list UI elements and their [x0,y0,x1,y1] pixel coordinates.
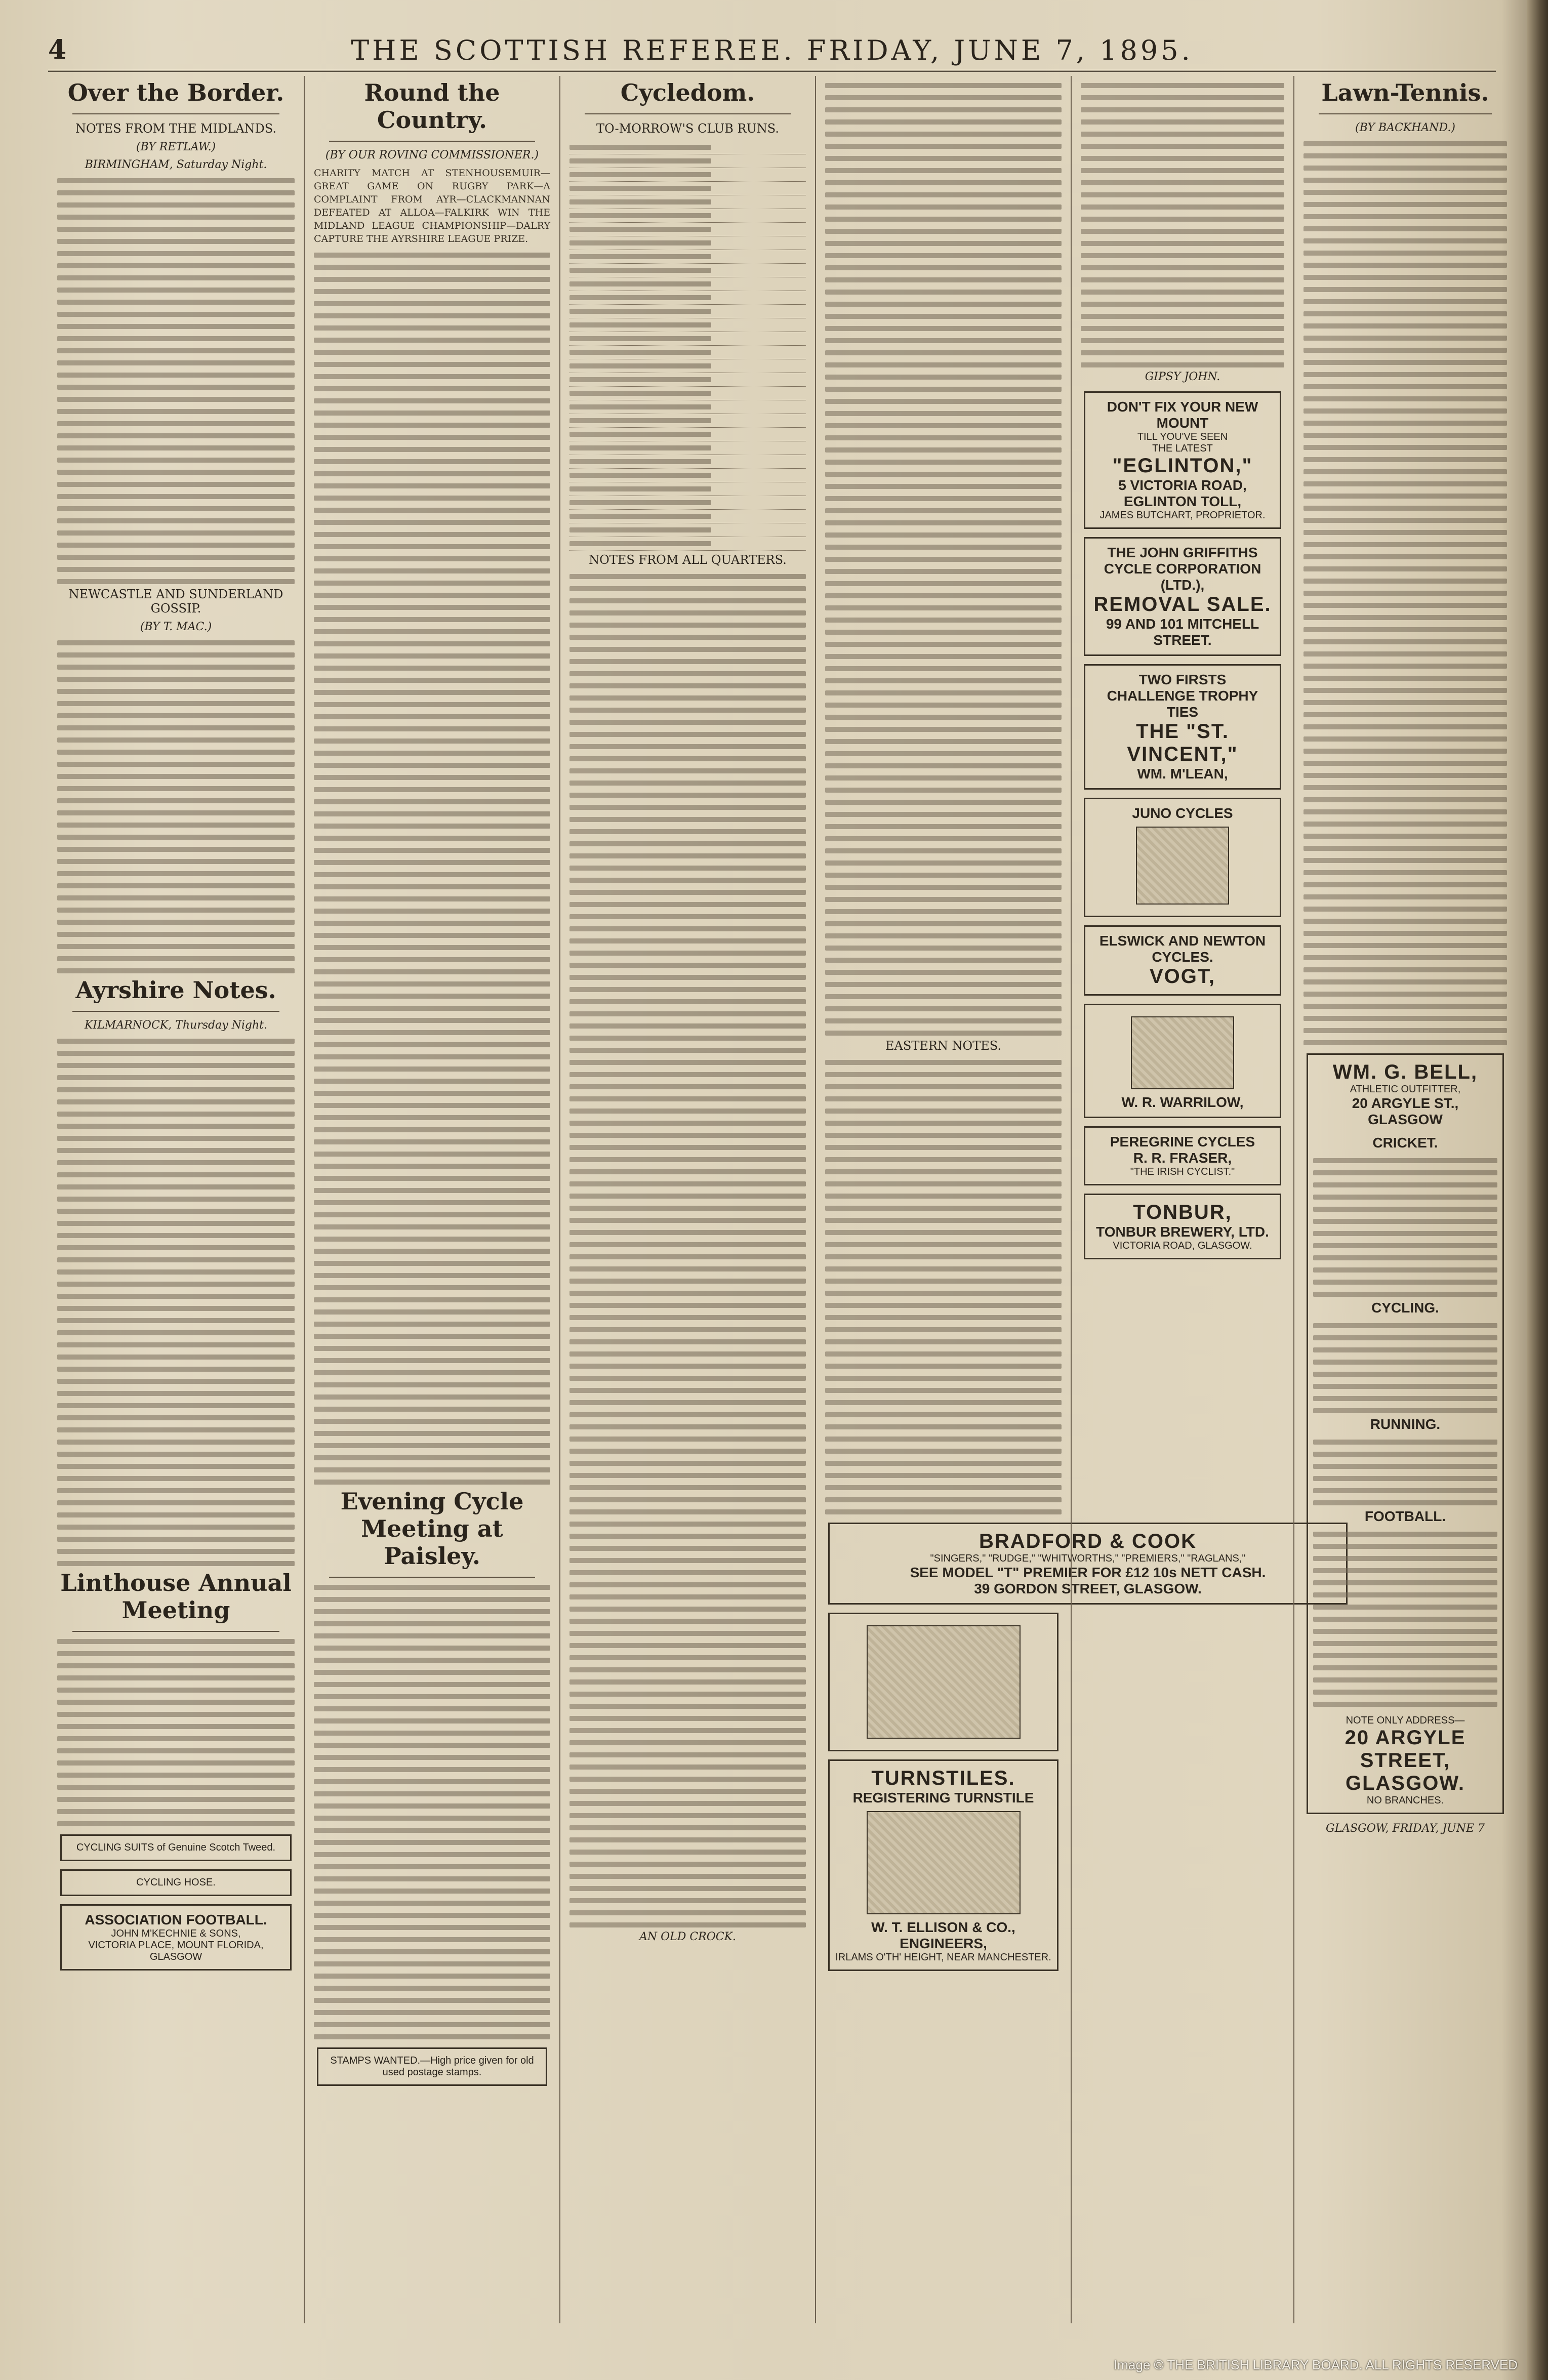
section-heading: Lawn-Tennis. [1321,79,1489,106]
section-heading: Ayrshire Notes. [75,976,276,1004]
deck: CHARITY MATCH AT STENHOUSEMUIR—GREAT GAME ON RUGBY PARK—A COMPLAINT FROM AYR—CLACKMANNAN DEFEATED AT ALLOA—FALKIRK WIN THE MIDLAND LEAGUE CHAMPIONSHIP—DALRY CAPTURE THE AYRSHIRE LEAGUE PRIZE. [314,168,550,244]
article-body [1081,83,1284,367]
section-heading: Linthouse Annual Meeting [60,1569,292,1624]
ad-st-vincent: TWO FIRSTS CHALLENGE TROPHY TIES THE "ST. VINCENT," WM. M'LEAN, [1084,664,1281,790]
section-heading: Over the Border. [67,79,284,106]
ad-cycling-suits: CYCLING SUITS of Genuine Scotch Tweed. [60,1834,292,1861]
page-number: 4 [48,34,67,65]
ad-tonbur: TONBUR, TONBUR BREWERY, LTD. VICTORIA ROAD, GLASGOW. [1084,1194,1281,1259]
ad-john-griffiths: THE JOHN GRIFFITHS CYCLE CORPORATION (LTD.), REMOVAL SALE. 99 AND 101 MITCHELL STREET. [1084,537,1281,656]
subheading: NOTES FROM THE MIDLANDS. [75,121,276,136]
article-body [569,574,806,1927]
column-5 [1071,76,1293,2323]
ad-eglinton: DON'T FIX YOUR NEW MOUNT TILL YOU'VE SEEN THE LATEST "EGLINTON," 5 VICTORIA ROAD, EGLINTON TOLL, JAMES BUTCHART, PROPRIETOR. [1084,391,1281,529]
article-body [57,1639,295,1826]
byline: (BY BACKHAND.) [1355,121,1455,134]
byline: (BY T. MAC.) [140,621,212,633]
juno-illustration [1136,827,1229,905]
article-body [1303,141,1507,1045]
article-body [314,1585,550,2039]
turnstile-illustration [867,1811,1021,1914]
ad-turnstiles: TURNSTILES. REGISTERING TURNSTILE W. T. ELLISON & CO., ENGINEERS, IRLAMS O'TH' HEIGHT, NEAR MANCHESTER. [828,1759,1058,1971]
masthead [48,29,1496,72]
ad-footballers-illustration [828,1613,1058,1751]
column-1 [48,76,304,2323]
newspaper-title: THE SCOTTISH REFEREE. FRIDAY, JUNE 7, 1895. [351,34,1193,66]
club-runs-table [569,141,806,551]
dateline: BIRMINGHAM, Saturday Night. [85,158,267,171]
article-body [314,253,550,1485]
article-body [57,1039,295,1566]
article-body [825,83,1062,1036]
section-heading: Cycledom. [620,79,755,106]
subheading: EASTERN NOTES. [885,1039,1001,1053]
signature: GIPSY JOHN. [1145,371,1220,383]
article-body [57,640,295,973]
subheading: NOTES FROM ALL QUARTERS. [589,553,787,567]
copyright-credit: Image © THE BRITISH LIBRARY BOARD. ALL RIGHTS RESERVED [1114,2357,1518,2372]
bicycle-illustration [1131,1016,1234,1089]
section-heading: Evening Cycle Meeting at Paisley. [340,1488,524,1570]
binding-spine [1527,0,1548,2380]
ad-bradford-cook: BRADFORD & COOK "SINGERS," "RUDGE," "WHITWORTHS," "PREMIERS," "RAGLANS," SEE MODEL "T" PREMIER FOR £12 10s NETT CASH. 39 GORDON STREET, GLASGOW. [828,1523,1348,1605]
ad-cycling-hose: CYCLING HOSE. [60,1869,292,1896]
byline: (BY OUR ROVING COMMISSIONER.) [325,149,539,161]
printer-imprint: GLASGOW, FRIDAY, JUNE 7 [1326,1822,1485,1835]
signature: AN OLD CROCK. [639,1931,737,1943]
column-3 [559,76,815,2323]
ad-stamps-wanted: STAMPS WANTED.—High price given for old used postage stamps. [317,2047,547,2086]
footballers-illustration [867,1625,1021,1739]
column-6 [1293,76,1516,2323]
ad-elswick: ELSWICK AND NEWTON CYCLES. VOGT, [1084,925,1281,996]
ad-association-football: ASSOCIATION FOOTBALL. JOHN M'KECHNIE & SONS, VICTORIA PLACE, MOUNT FLORIDA, GLASGOW [60,1904,292,1971]
subheading: NEWCASTLE AND SUNDERLAND GOSSIP. [68,587,283,615]
article-body [57,178,295,584]
ad-wm-g-bell: WM. G. BELL, ATHLETIC OUTFITTER, 20 ARGYLE ST., GLASGOW CRICKET. CYCLING. RUNNING. FOOTBALL. NOTE ONLY ADDRESS— 20 ARGYLE STREET, GLASGOW. NO BRANCHES. [1307,1053,1504,1814]
section-heading: Round the Country. [364,79,500,134]
column-2 [304,76,559,2323]
byline: (BY RETLAW.) [136,141,216,153]
article-body [825,1060,1062,1514]
dateline: KILMARNOCK, Thursday Night. [84,1019,268,1032]
ad-juno-cycles: JUNO CYCLES [1084,798,1281,917]
subheading: TO-MORROW'S CLUB RUNS. [596,121,780,136]
ad-warrilow: W. R. WARRILOW, [1084,1004,1281,1118]
ad-peregrine: PEREGRINE CYCLES R. R. FRASER, "THE IRISH CYCLIST." [1084,1126,1281,1185]
